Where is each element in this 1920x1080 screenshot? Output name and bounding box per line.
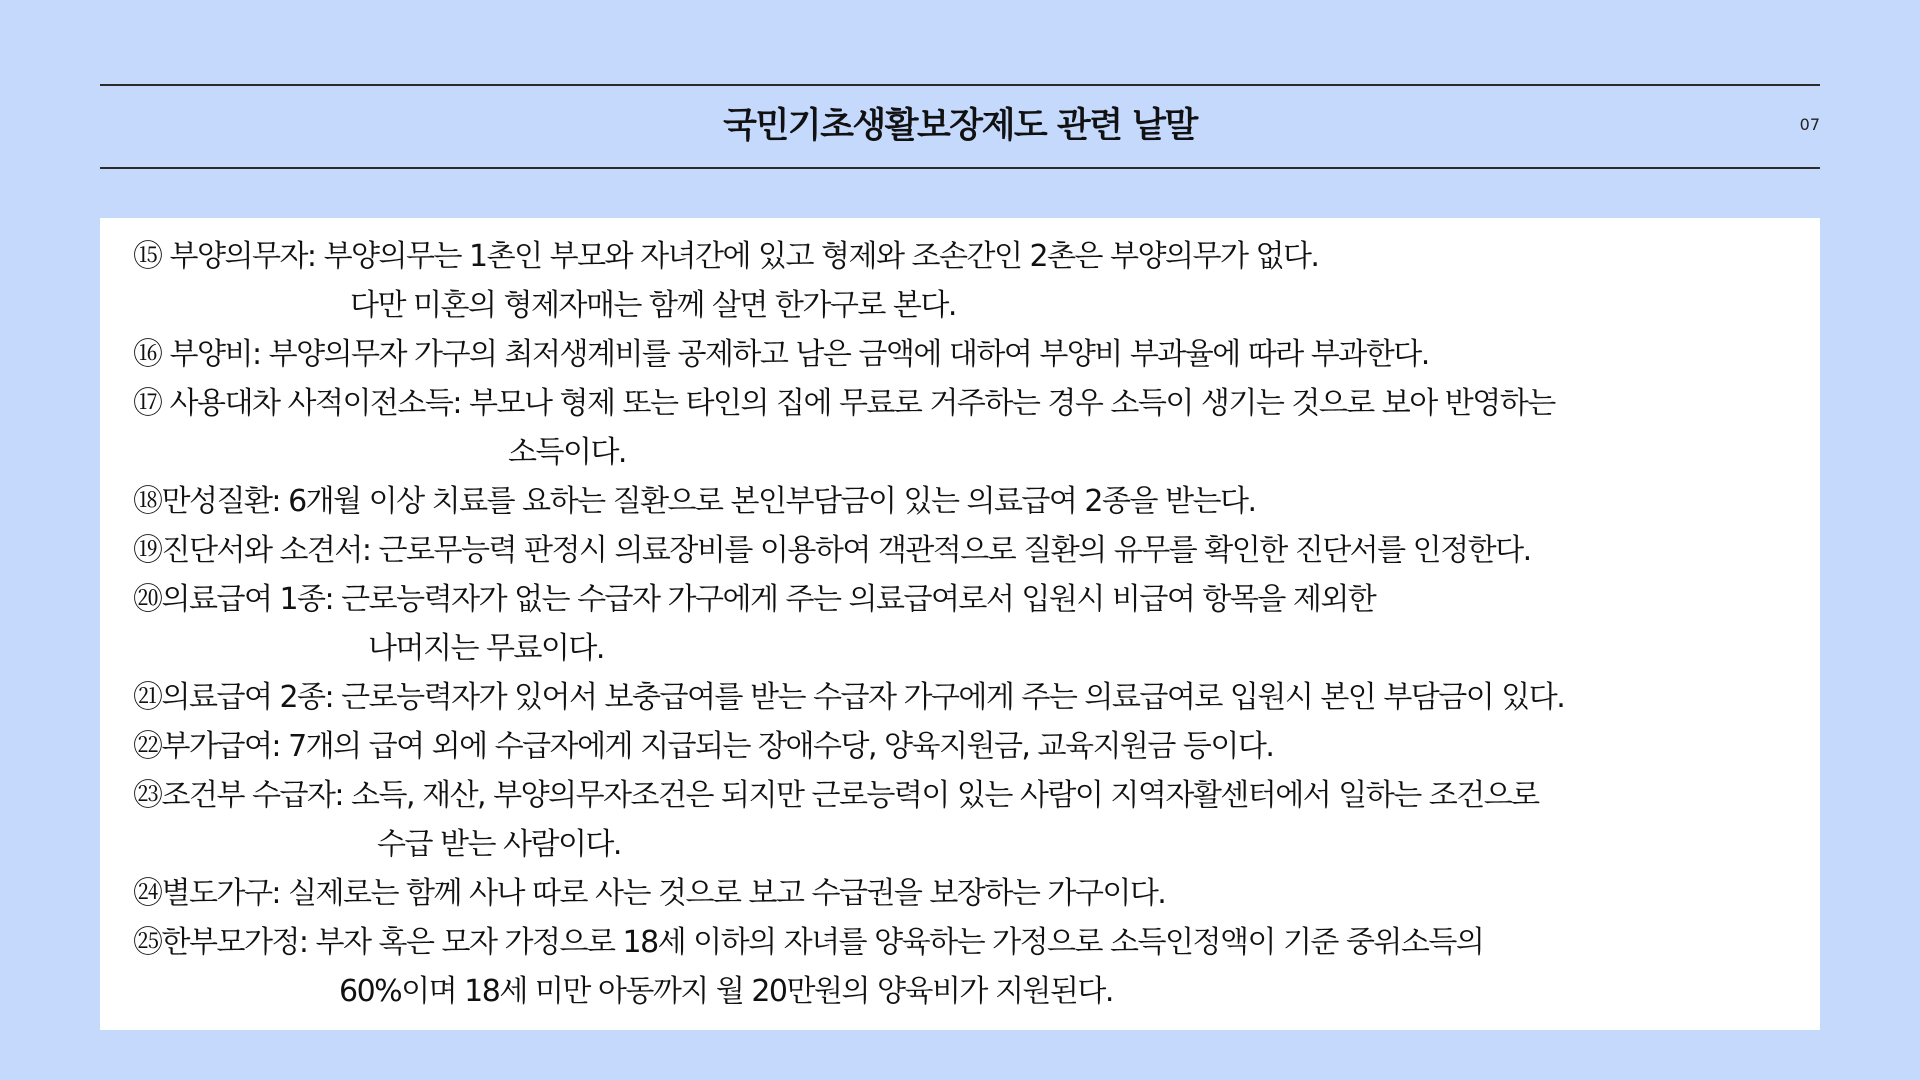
term-item [133, 918, 1803, 1016]
header-top-divider [100, 84, 1820, 86]
term-line: ㉒부가급여: 7개의 급여 외에 수급자에게 지급되는 장애수당, 양육지원금, 교육지원금 등이다. [133, 729, 1274, 764]
term-item [133, 869, 1803, 918]
term-item [133, 722, 1803, 771]
term-line-continuation: 나머지는 무료이다. [368, 631, 604, 666]
term-line-continuation: 다만 미혼의 형제자매는 함께 살면 한가구로 본다. [350, 288, 956, 323]
term-line-continuation: 수급 받는 사람이다. [377, 827, 621, 862]
term-item [133, 379, 1803, 477]
term-item [133, 477, 1803, 526]
term-line: ⑮ 부양의무자: 부양의무는 1촌인 부모와 자녀간에 있고 형제와 조손간인 2촌은 부양의무가 없다. [133, 239, 1319, 274]
term-line: ㉓조건부 수급자: 소득, 재산, 부양의무자조건은 되지만 근로능력이 있는 사람이 지역자활센터에서 일하는 조건으로 [133, 778, 1539, 813]
term-item [133, 526, 1803, 575]
content-panel [100, 218, 1820, 1030]
term-line: ⑰ 사용대차 사적이전소득: 부모나 형제 또는 타인의 집에 무료로 거주하는 경우 소득이 생기는 것으로 보아 반영하는 [133, 386, 1555, 421]
page-number: 07 [1799, 115, 1820, 134]
term-item [133, 232, 1803, 330]
term-line: ⑲진단서와 소견서: 근로무능력 판정시 의료장비를 이용하여 객관적으로 질환의 유무를 확인한 진단서를 인정한다. [133, 533, 1531, 568]
header-bottom-divider [100, 167, 1820, 169]
term-line: ⑳의료급여 1종: 근로능력자가 없는 수급자 가구에게 주는 의료급여로서 입원시 비급여 항목을 제외한 [133, 582, 1376, 617]
term-line-continuation: 60%이며 18세 미만 아동까지 월 20만원의 양육비가 지원된다. [339, 974, 1113, 1009]
term-line-continuation: 소득이다. [508, 435, 626, 470]
page-title: 국민기초생활보장제도 관련 낱말 [723, 106, 1197, 146]
term-item [133, 673, 1803, 722]
term-item [133, 575, 1803, 673]
term-item [133, 771, 1803, 869]
term-list [133, 232, 1803, 1016]
term-line: ⑯ 부양비: 부양의무자 가구의 최저생계비를 공제하고 남은 금액에 대하여 부양비 부과율에 따라 부과한다. [133, 337, 1429, 372]
term-line: ㉕한부모가정: 부자 혹은 모자 가정으로 18세 이하의 자녀를 양육하는 가정으로 소득인정액이 기준 중위소득의 [133, 925, 1484, 960]
term-line: ⑱만성질환: 6개월 이상 치료를 요하는 질환으로 본인부담금이 있는 의료급여 2종을 받는다. [133, 484, 1256, 519]
term-item [133, 330, 1803, 379]
term-line: ㉑의료급여 2종: 근로능력자가 있어서 보충급여를 받는 수급자 가구에게 주는 의료급여로 입원시 본인 부담금이 있다. [133, 680, 1565, 715]
term-line: ㉔별도가구: 실제로는 함께 사나 따로 사는 것으로 보고 수급권을 보장하는 가구이다. [133, 876, 1166, 911]
